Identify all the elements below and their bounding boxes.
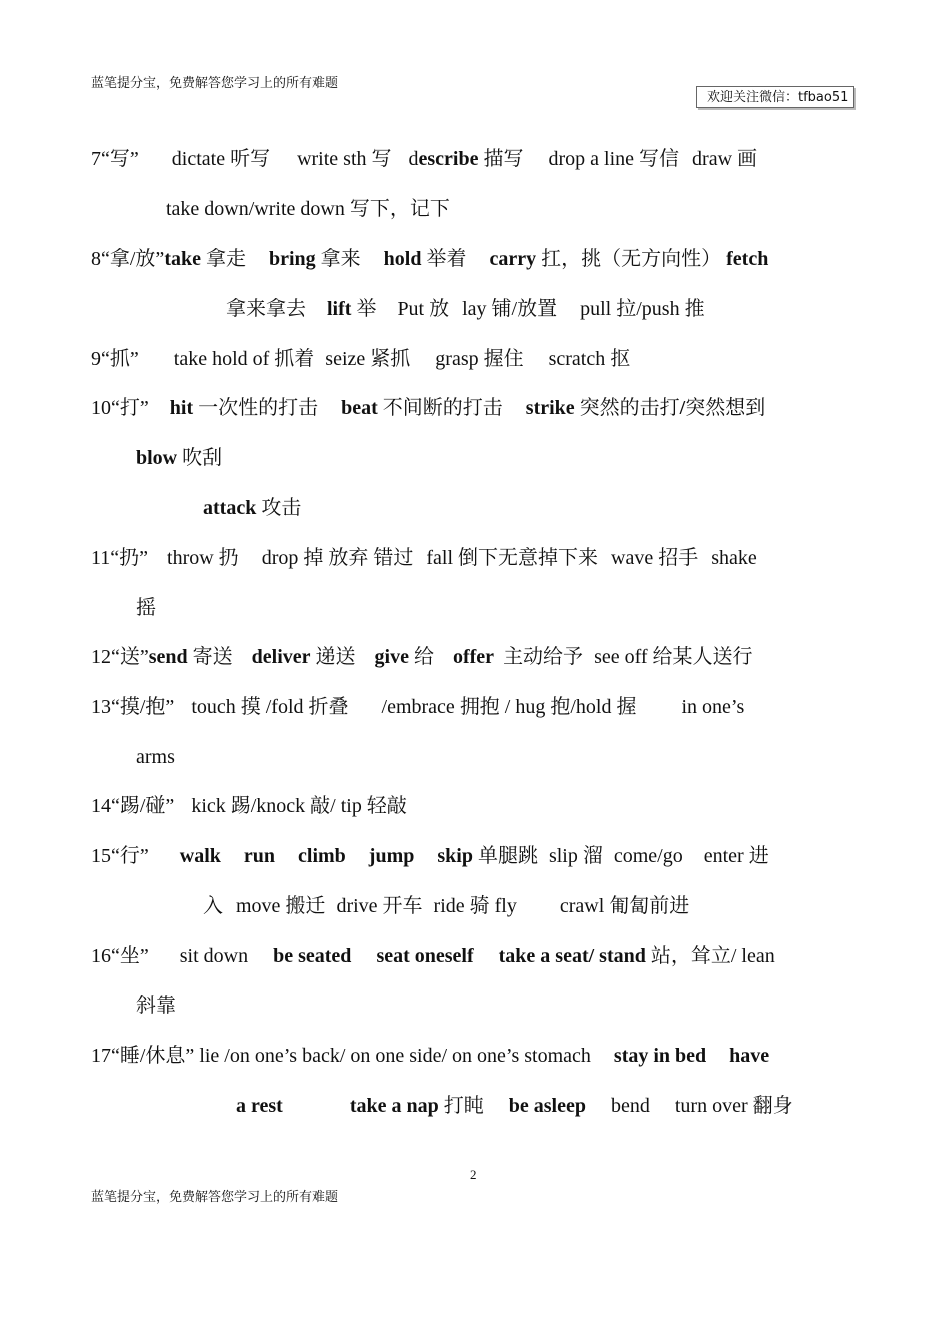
page-header: 蓝笔提分宝，免费解答您学习上的所有难题 <box>91 75 339 90</box>
entry-heading: 12“送” <box>91 646 149 668</box>
term-bold: be seated <box>273 945 352 967</box>
term: 主动给予 <box>503 646 584 668</box>
entry-heading: 11“扔” <box>91 547 149 569</box>
entry-heading: 7“写” <box>91 148 139 170</box>
term: dictate 听写 <box>171 148 271 170</box>
term: 拿来拿去 <box>226 298 306 320</box>
term: 突然的击打 <box>579 397 680 419</box>
entry-11 <box>91 544 757 572</box>
term: drop a line 写信 <box>548 148 680 170</box>
term: 摇 <box>136 597 156 619</box>
term-bold: climb <box>298 845 346 867</box>
page-number: 2 <box>470 1167 477 1182</box>
entry-heading: 8“拿/放” <box>91 248 165 270</box>
entry-7-cont <box>166 195 450 223</box>
term: wave 招手 <box>611 547 699 569</box>
term-bold: beat <box>341 397 378 419</box>
entry-8-cont <box>226 295 705 323</box>
entry-15-cont <box>203 892 689 920</box>
term: scratch 抠 <box>548 348 631 370</box>
term-bold: give <box>374 646 409 668</box>
term: arms <box>136 746 175 768</box>
term: shake <box>711 547 757 569</box>
term-bold: carry <box>489 248 537 270</box>
term: touch 摸 /fold 折叠 <box>191 696 349 718</box>
term-bold: a rest <box>236 1095 283 1117</box>
term: take down/write down 写下，记下 <box>166 198 450 220</box>
term-bold: send <box>148 646 188 668</box>
term-bold: hit <box>169 397 194 419</box>
entry-13-cont <box>136 743 175 771</box>
term: 给 <box>413 646 434 668</box>
term-bold: stay in bed <box>613 1045 707 1067</box>
page-footer: 蓝笔提分宝，免费解答您学习上的所有难题 <box>91 1189 339 1204</box>
term-bold: jump <box>368 845 415 867</box>
entry-10-cont2 <box>203 494 301 522</box>
entry-heading: 17“睡/休息” <box>91 1045 195 1067</box>
term: ride 骑 fly <box>433 895 517 917</box>
term: 描写 <box>478 148 524 170</box>
term: throw 扔 <box>167 547 239 569</box>
term-bold: offer <box>452 646 495 668</box>
entry-heading: 9“抓” <box>91 348 139 370</box>
term: move 搬迁 <box>236 895 326 917</box>
entry-13 <box>91 693 744 721</box>
term-bold: bring <box>268 248 316 270</box>
term-bold: blow <box>136 447 178 469</box>
entry-15 <box>91 842 769 870</box>
entry-heading: 10“打” <box>91 397 149 419</box>
term: 举着 <box>426 248 467 270</box>
term: take hold of 抓着 <box>173 348 315 370</box>
term: 打盹 <box>443 1095 484 1117</box>
term-bold: walk <box>179 845 221 867</box>
term: grasp 握住 <box>435 348 524 370</box>
term: /embrace 拥抱 / hug 抱/hold 握 <box>381 696 637 718</box>
term: 斜靠 <box>136 995 176 1017</box>
term: 寄送 <box>192 646 233 668</box>
term: pull 拉/push 推 <box>580 298 705 320</box>
term-bold: attack <box>203 497 257 519</box>
term: 站，耸立/ lean <box>650 945 775 967</box>
term: enter 进 <box>703 845 769 867</box>
wechat-banner: 欢迎关注微信：tfbao51 <box>696 86 854 108</box>
term: bend <box>610 1095 650 1117</box>
entry-heading: 14“踢/碰” <box>91 795 175 817</box>
entry-16 <box>91 942 775 970</box>
term: draw 画 <box>692 148 758 170</box>
term-bold: seat oneself <box>376 945 474 967</box>
entry-heading: 13“摸/抱” <box>91 696 175 718</box>
term: lie /on one’s back/ on one side/ on one’s stomach <box>199 1045 591 1067</box>
entry-16-cont <box>136 992 176 1020</box>
term: slip 溜 <box>548 845 603 867</box>
term: 一次性的打击 <box>198 397 319 419</box>
term: Put 放 <box>397 298 450 320</box>
term-bold: lift <box>327 298 352 320</box>
term: 递送 <box>315 646 356 668</box>
term: come/go <box>613 845 683 867</box>
entry-17 <box>91 1042 769 1070</box>
term-bold: take a nap <box>349 1095 439 1117</box>
term: fall 倒下无意掉下来 <box>426 547 599 569</box>
term-bold: run <box>243 845 276 867</box>
term-bold: / <box>679 397 686 419</box>
term: 拿来 <box>320 248 361 270</box>
term-bold: take <box>164 248 201 270</box>
term: 拿走 <box>205 248 246 270</box>
term-bold: take a seat/ stand <box>498 945 646 967</box>
entry-11-cont <box>136 594 156 622</box>
term: sit down <box>179 945 249 967</box>
entry-8 <box>91 245 768 273</box>
term: see off 给某人送行 <box>594 646 753 668</box>
entry-heading: 16“坐” <box>91 945 149 967</box>
term: 扛，挑（无方向性） <box>541 248 722 270</box>
term-bold: escribe <box>418 148 479 170</box>
term: in one’s <box>681 696 745 718</box>
term-bold: be asleep <box>508 1095 586 1117</box>
term: 不间断的打击 <box>382 397 503 419</box>
term: crawl 匍匐前进 <box>559 895 690 917</box>
entry-17-cont <box>236 1092 793 1120</box>
term-bold: fetch <box>726 248 769 270</box>
term: drive 开车 <box>336 895 423 917</box>
term: 入 <box>203 895 223 917</box>
term-bold: skip <box>437 845 473 867</box>
term: seize 紧抓 <box>325 348 411 370</box>
term: d <box>408 148 419 170</box>
term: 单腿跳 <box>477 845 538 867</box>
entry-10-cont <box>136 444 222 472</box>
term: 突然想到 <box>685 397 766 419</box>
entry-12 <box>91 643 753 671</box>
term: 举 <box>356 298 377 320</box>
entry-10 <box>91 394 765 422</box>
entry-9 <box>91 345 630 373</box>
term: lay 铺/放置 <box>462 298 558 320</box>
term: 吹刮 <box>182 447 223 469</box>
entry-heading: 15“行” <box>91 845 149 867</box>
term-bold: have <box>729 1045 770 1067</box>
term: drop 掉 放弃 错过 <box>261 547 414 569</box>
term-bold: deliver <box>251 646 311 668</box>
term-bold: hold <box>383 248 422 270</box>
entry-14 <box>91 792 407 820</box>
entry-7 <box>91 145 757 173</box>
term: kick 踢/knock 敲/ tip 轻敲 <box>191 795 407 817</box>
term: 攻击 <box>261 497 302 519</box>
term: turn over 翻身 <box>674 1095 793 1117</box>
term: write sth 写 <box>297 148 392 170</box>
term-bold: strike <box>525 397 575 419</box>
